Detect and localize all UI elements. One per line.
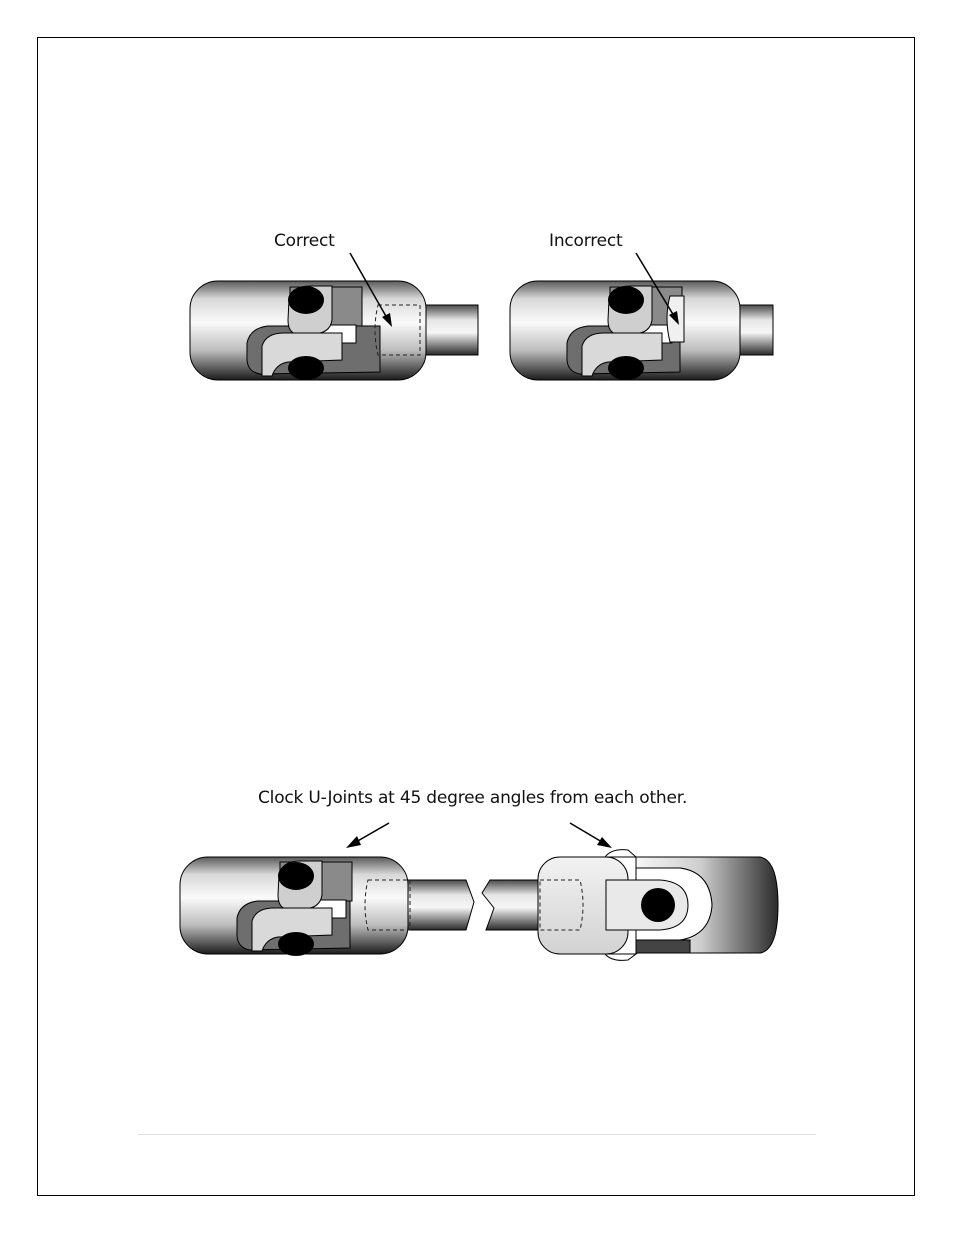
footer-rule (138, 1134, 816, 1135)
right-u-joint (538, 850, 778, 961)
clock-arrow-left (346, 823, 389, 848)
correct-pin-top (288, 286, 324, 314)
correct-u-joint (190, 281, 478, 380)
clocking-caption: Clock U-Joints at 45 degree angles from each other. (258, 788, 688, 808)
left-pin-bottom (278, 932, 314, 956)
incorrect-u-joint (510, 281, 773, 380)
right-pin (641, 888, 675, 922)
correct-label: Correct (274, 231, 335, 251)
incorrect-pin-bottom (608, 356, 644, 380)
left-pin-top (278, 862, 314, 890)
correct-pin-bottom (288, 356, 324, 380)
left-u-joint (180, 857, 474, 956)
clock-arrow-right (570, 823, 612, 848)
incorrect-label: Incorrect (549, 231, 623, 251)
incorrect-pin-top (608, 286, 644, 314)
